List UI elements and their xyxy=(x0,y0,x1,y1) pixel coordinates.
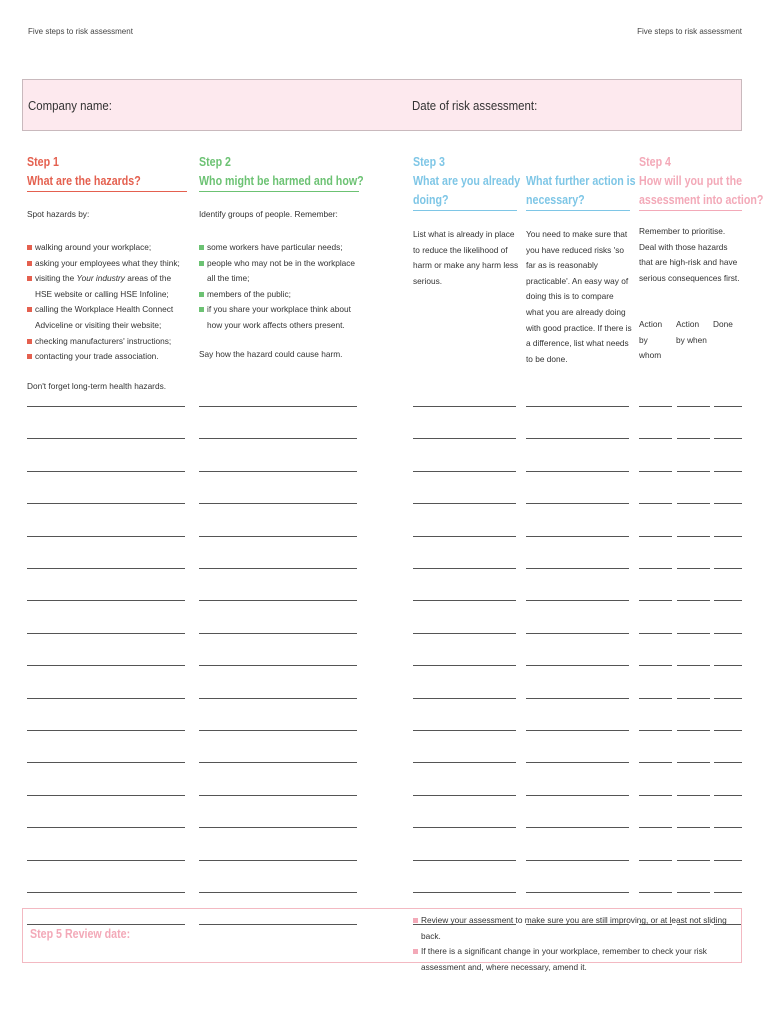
form-line[interactable] xyxy=(677,860,710,861)
step2-underline xyxy=(199,191,359,192)
step3-title-a-line2: doing? xyxy=(413,192,449,207)
list-item: asking your employees what they think; xyxy=(27,256,187,272)
step3-text-a: List what is already in place to reduce the likelihood of harm or make any harm less serious. xyxy=(413,229,519,286)
form-line[interactable] xyxy=(526,827,629,828)
form-line[interactable] xyxy=(714,665,742,666)
form-line[interactable] xyxy=(639,503,672,504)
form-line[interactable] xyxy=(526,633,629,634)
step1-heading xyxy=(27,152,141,190)
form-line[interactable] xyxy=(199,568,357,569)
step4-text: Remember to prioritise. Deal with those hazards that are high-risk and have serious consequences first. xyxy=(639,226,740,283)
form-line[interactable] xyxy=(413,438,516,439)
form-line[interactable] xyxy=(677,827,710,828)
form-line[interactable] xyxy=(714,568,742,569)
form-line[interactable] xyxy=(526,860,629,861)
step4-col-action-by-whom: Action by whom xyxy=(639,319,663,361)
step4-number: Step 4 xyxy=(639,154,671,169)
form-line[interactable] xyxy=(27,536,185,537)
step3-title-b-line2: necessary? xyxy=(526,192,585,207)
form-line[interactable] xyxy=(714,795,742,796)
step3-heading-b xyxy=(526,171,636,209)
form-line[interactable] xyxy=(526,730,629,731)
form-line[interactable] xyxy=(526,892,629,893)
form-line[interactable] xyxy=(526,406,629,407)
form-line[interactable] xyxy=(526,503,629,504)
form-line[interactable] xyxy=(677,536,710,537)
form-line[interactable] xyxy=(714,730,742,731)
review-list xyxy=(413,913,738,975)
form-line[interactable] xyxy=(27,600,185,601)
form-line[interactable] xyxy=(27,795,185,796)
form-line[interactable] xyxy=(677,438,710,439)
step2-list xyxy=(199,240,357,334)
form-line[interactable] xyxy=(27,730,185,731)
review-box xyxy=(22,908,742,972)
step3-text-b: You need to make sure that you have reduced risks 'so far as is reasonably practicable'. An easy way of doing this is to compare what you are already doing with good practice. If there is a difference, list what needs to be done. xyxy=(526,229,632,364)
list-item: people who may not be in the workplace all the time; xyxy=(199,256,357,287)
bullet-icon xyxy=(199,245,204,250)
step3-title-a-line1: What are you already xyxy=(413,173,521,188)
form-line[interactable] xyxy=(526,471,629,472)
form-line[interactable] xyxy=(199,698,357,699)
form-line[interactable] xyxy=(677,892,710,893)
form-line[interactable] xyxy=(199,665,357,666)
form-line[interactable] xyxy=(199,860,357,861)
form-line[interactable] xyxy=(677,762,710,763)
step4-heading xyxy=(639,152,763,209)
form-line[interactable] xyxy=(413,827,516,828)
form-line[interactable] xyxy=(526,438,629,439)
form-line[interactable] xyxy=(199,438,357,439)
step1-footer: Don't forget long-term health hazards. xyxy=(27,381,167,391)
form-line[interactable] xyxy=(413,536,516,537)
bullet-icon xyxy=(413,949,418,954)
page-header-right: Five steps to risk assessment xyxy=(637,27,742,36)
form-line[interactable] xyxy=(413,698,516,699)
list-item: walking around your workplace; xyxy=(27,240,187,256)
form-line[interactable] xyxy=(714,698,742,699)
form-line[interactable] xyxy=(27,633,185,634)
form-line[interactable] xyxy=(639,471,672,472)
form-line[interactable] xyxy=(639,406,672,407)
step1-intro: Spot hazards by: xyxy=(27,209,90,219)
form-line[interactable] xyxy=(27,892,185,893)
form-line[interactable] xyxy=(27,568,185,569)
step4-col-action-by-when: Action by when xyxy=(676,319,707,345)
form-line[interactable] xyxy=(413,471,516,472)
page-header-left: Five steps to risk assessment xyxy=(28,27,133,36)
form-line[interactable] xyxy=(413,860,516,861)
form-line[interactable] xyxy=(413,600,516,601)
form-line[interactable] xyxy=(413,568,516,569)
step2-number: Step 2 xyxy=(199,154,231,169)
step2-heading xyxy=(199,152,364,190)
list-item: Review your assessment to make sure you are still improving, or at least not sliding back. xyxy=(413,913,738,944)
form-line[interactable] xyxy=(677,698,710,699)
form-line[interactable] xyxy=(677,471,710,472)
bullet-icon xyxy=(27,245,32,250)
form-line[interactable] xyxy=(639,860,672,861)
form-line[interactable] xyxy=(526,698,629,699)
step3-title-b-line1: What further action is xyxy=(526,173,636,188)
bullet-icon xyxy=(27,339,32,344)
form-line[interactable] xyxy=(199,600,357,601)
step3-underline-a xyxy=(413,210,517,211)
bullet-icon xyxy=(27,354,32,359)
step2-intro: Identify groups of people. Remember: xyxy=(199,209,338,219)
form-line[interactable] xyxy=(526,665,629,666)
form-line[interactable] xyxy=(27,503,185,504)
form-line[interactable] xyxy=(639,600,672,601)
form-line[interactable] xyxy=(27,827,185,828)
list-item: contacting your trade association. xyxy=(27,349,187,365)
list-item: visiting the Your industry areas of the HSE website or calling HSE Infoline; xyxy=(27,271,187,302)
list-item: If there is a significant change in your workplace, remember to check your risk assessment and, where necessary, amend it. xyxy=(413,944,738,975)
bullet-icon xyxy=(27,276,32,281)
form-line[interactable] xyxy=(639,438,672,439)
form-line[interactable] xyxy=(677,730,710,731)
form-line[interactable] xyxy=(714,892,742,893)
form-line[interactable] xyxy=(413,795,516,796)
form-line[interactable] xyxy=(677,665,710,666)
form-line[interactable] xyxy=(199,536,357,537)
form-line[interactable] xyxy=(714,762,742,763)
form-line[interactable] xyxy=(526,536,629,537)
assessment-date-label[interactable]: Date of risk assessment: xyxy=(412,98,538,113)
bullet-icon xyxy=(27,307,32,312)
form-line[interactable] xyxy=(27,698,185,699)
bullet-icon xyxy=(27,261,32,266)
form-line[interactable] xyxy=(526,568,629,569)
form-line[interactable] xyxy=(27,471,185,472)
form-line[interactable] xyxy=(639,568,672,569)
form-line[interactable] xyxy=(526,600,629,601)
form-line[interactable] xyxy=(199,730,357,731)
form-line[interactable] xyxy=(714,633,742,634)
step3-heading-a xyxy=(413,152,520,209)
form-line[interactable] xyxy=(714,471,742,472)
form-line[interactable] xyxy=(413,503,516,504)
step4-col-done: Done xyxy=(713,319,733,329)
review-date-label[interactable]: Step 5 Review date: xyxy=(30,926,131,941)
step1-title: What are the hazards? xyxy=(27,173,141,188)
form-line[interactable] xyxy=(199,762,357,763)
step3-number: Step 3 xyxy=(413,154,445,169)
step4-title-line1: How will you put the xyxy=(639,173,743,188)
form-line[interactable] xyxy=(413,762,516,763)
form-line[interactable] xyxy=(27,438,185,439)
form-line[interactable] xyxy=(413,665,516,666)
form-line[interactable] xyxy=(199,633,357,634)
form-line[interactable] xyxy=(199,827,357,828)
form-line[interactable] xyxy=(199,471,357,472)
step1-underline xyxy=(27,191,187,192)
form-line[interactable] xyxy=(526,762,629,763)
form-line[interactable] xyxy=(639,698,672,699)
bullet-icon xyxy=(413,918,418,923)
form-line[interactable] xyxy=(639,665,672,666)
form-line[interactable] xyxy=(714,536,742,537)
form-line[interactable] xyxy=(27,406,185,407)
bullet-icon xyxy=(199,307,204,312)
form-line[interactable] xyxy=(677,600,710,601)
form-line[interactable] xyxy=(714,438,742,439)
form-line[interactable] xyxy=(27,762,185,763)
form-line[interactable] xyxy=(639,633,672,634)
step4-title-line2: assessment into action? xyxy=(639,192,764,207)
step1-number: Step 1 xyxy=(27,154,59,169)
form-line[interactable] xyxy=(677,568,710,569)
form-line[interactable] xyxy=(639,892,672,893)
list-item: if you share your workplace think about how your work affects others present. xyxy=(199,302,357,333)
list-item: checking manufacturers' instructions; xyxy=(27,334,187,350)
form-line[interactable] xyxy=(639,730,672,731)
form-line[interactable] xyxy=(526,795,629,796)
bullet-icon xyxy=(199,261,204,266)
form-line[interactable] xyxy=(199,795,357,796)
form-line[interactable] xyxy=(714,406,742,407)
form-line[interactable] xyxy=(27,665,185,666)
form-line[interactable] xyxy=(714,600,742,601)
company-info-box xyxy=(22,79,742,131)
form-line[interactable] xyxy=(677,795,710,796)
form-line[interactable] xyxy=(639,762,672,763)
step1-list xyxy=(27,240,187,365)
form-line[interactable] xyxy=(639,536,672,537)
form-line[interactable] xyxy=(677,503,710,504)
form-line[interactable] xyxy=(714,827,742,828)
form-line[interactable] xyxy=(413,633,516,634)
form-line[interactable] xyxy=(199,503,357,504)
list-item: some workers have particular needs; xyxy=(199,240,357,256)
form-line[interactable] xyxy=(27,860,185,861)
step4-underline xyxy=(639,210,742,211)
bullet-icon xyxy=(199,292,204,297)
form-line[interactable] xyxy=(199,406,357,407)
form-line[interactable] xyxy=(714,503,742,504)
form-line[interactable] xyxy=(639,827,672,828)
list-item: calling the Workplace Health Connect Adviceline or visiting their website; xyxy=(27,302,187,333)
form-line[interactable] xyxy=(199,892,357,893)
form-line[interactable] xyxy=(413,730,516,731)
step2-footer: Say how the hazard could cause harm. xyxy=(199,349,343,359)
form-line[interactable] xyxy=(677,406,710,407)
company-name-label[interactable]: Company name: xyxy=(28,98,112,113)
step2-title: Who might be harmed and how? xyxy=(199,173,364,188)
form-line[interactable] xyxy=(714,860,742,861)
form-line[interactable] xyxy=(413,406,516,407)
list-item: members of the public; xyxy=(199,287,357,303)
form-line[interactable] xyxy=(413,892,516,893)
form-line[interactable] xyxy=(677,633,710,634)
step3-underline-b xyxy=(526,210,630,211)
form-line[interactable] xyxy=(639,795,672,796)
